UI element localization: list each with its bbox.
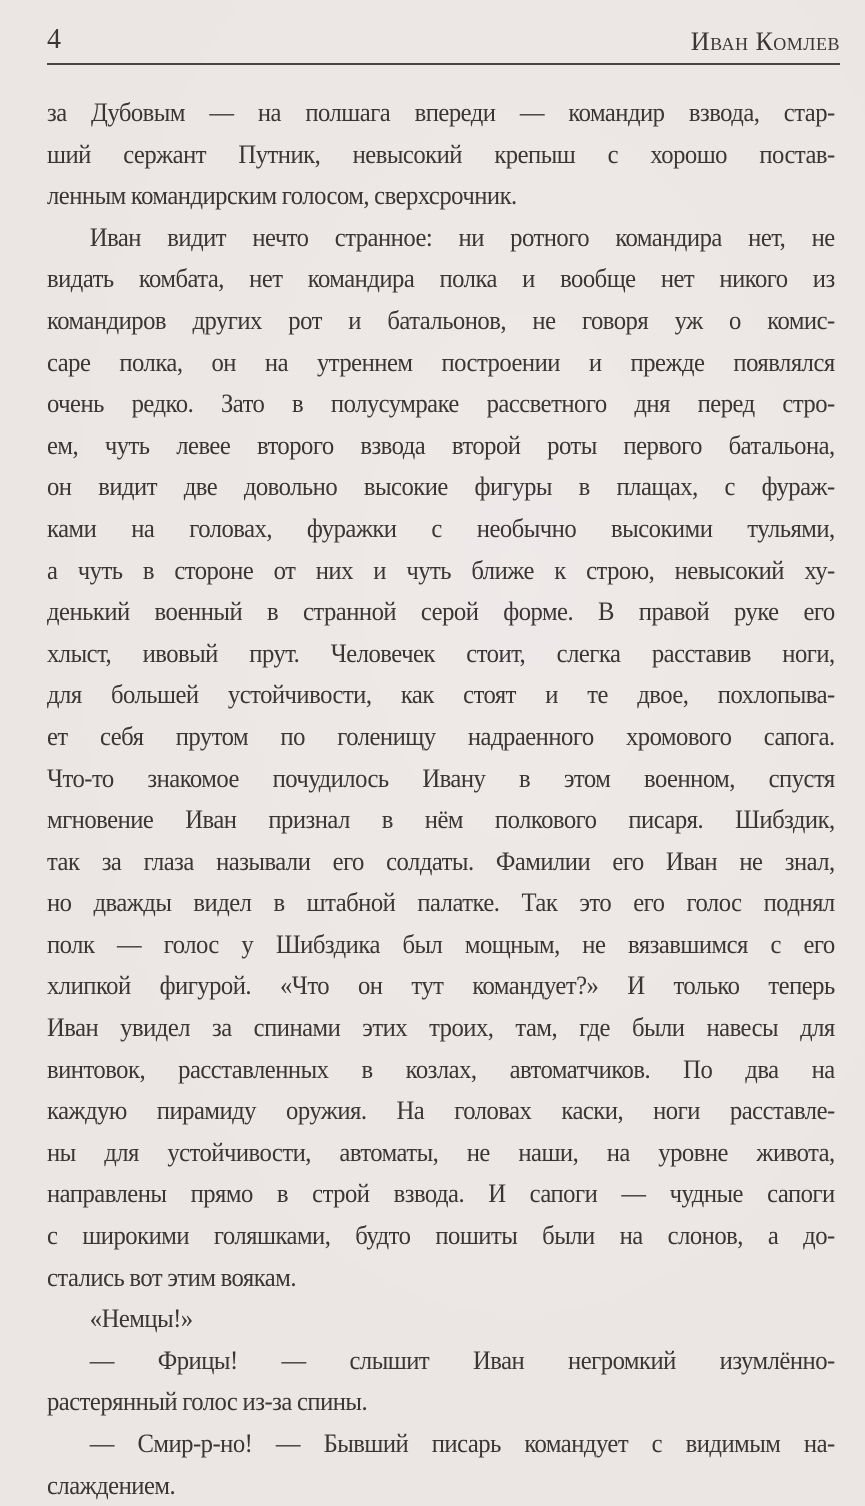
text-line: очень редко. Зато в полусумраке рассветного дня перед стро-: [47, 388, 835, 419]
text-line: за Дубовым — на полшага впереди — командир взвода, стар-: [47, 97, 835, 127]
text-line: стались вот этим воякам.: [47, 1261, 296, 1292]
text-line: ем, чуть левее второго взвода второй роты первого батальона,: [47, 429, 835, 460]
header-rule: [47, 63, 840, 65]
text-line: хлыст, ивовый прут. Человечек стоит, слегка расставив ноги,: [47, 637, 835, 668]
text-line: а чуть в стороне от них и чуть ближе к строю, невысокий ху-: [47, 554, 835, 585]
paragraph: [47, 1423, 835, 1506]
text-line: денький военный в странной серой форме. В правой руке его: [47, 596, 835, 627]
text-line: — Смир-р-но! — Бывший писарь командует с видимым на-: [89, 1428, 835, 1458]
text-line: ками на головах, фуражки с необычно высокими тульями,: [47, 512, 835, 543]
text-line: так за глаза называли его солдаты. Фамилии его Иван не знал,: [47, 845, 835, 876]
text-line: хлипкой фигурой. «Что он тут командует?» И только теперь: [47, 970, 835, 1001]
text-line: но дважды видел в штабной палатке. Так это его голос поднял: [47, 887, 835, 918]
text-line: мгновение Иван признал в нём полкового писаря. Шибздик,: [47, 804, 835, 835]
text-line: растерянный голос из-за спины.: [47, 1386, 368, 1417]
text-line: ны для устойчивости, автоматы, не наши, на уровне живота,: [47, 1136, 835, 1167]
text-line: полк — голос у Шибздика был мощным, не вязавшимся с его: [47, 928, 835, 959]
text-line: командиров других рот и батальонов, не говоря уж о комис-: [47, 304, 835, 335]
author-name: Иван Комлев: [690, 27, 840, 56]
text-line: видать комбата, нет командира полка и вообще нет никого из: [47, 263, 835, 294]
text-line: каждую пирамиду оружия. На головах каски, ноги расставле-: [47, 1095, 835, 1126]
text-line: направлены прямо в строй взвода. И сапоги — чудные сапоги: [47, 1178, 835, 1209]
text-line: для большей устойчивости, как стоят и те двое, похлопыва-: [47, 679, 835, 710]
paragraph: [47, 92, 835, 217]
text-line: Иван увидел за спинами этих троих, там, где были навесы для: [47, 1012, 835, 1043]
text-line: «Немцы!»: [89, 1303, 193, 1334]
text-line: слаждением.: [47, 1469, 176, 1500]
text-line: он видит две довольно высокие фигуры в плащах, с фураж-: [47, 471, 835, 502]
text-line: ленным командирским голосом, сверхсрочник.: [47, 180, 517, 211]
text-line: ет себя прутом по голенищу надраенного хромового сапога.: [47, 720, 835, 751]
running-head: [47, 18, 840, 66]
paragraph: [47, 1340, 835, 1423]
text-line: — Фрицы! — слышит Иван негромкий изумлённо-: [89, 1344, 835, 1375]
paragraph: [47, 1298, 835, 1340]
text-line: винтовок, расставленных в козлах, автоматчиков. По два на: [47, 1053, 835, 1084]
paragraph: [47, 217, 835, 1298]
text-line: ший сержант Путник, невысокий крепыш с хорошо постав-: [47, 138, 835, 169]
text-line: Иван видит нечто странное: ни ротного командира нет, не: [89, 221, 835, 252]
text-line: саре полка, он на утреннем построении и прежде появлялся: [47, 346, 835, 377]
text-line: Что-то знакомое почудилось Ивану в этом военном, спустя: [47, 762, 835, 793]
text-line: с широкими голяшками, будто пошиты были на слонов, а до-: [47, 1220, 835, 1251]
body-text: [47, 92, 835, 1506]
page-number: 4: [47, 24, 61, 55]
